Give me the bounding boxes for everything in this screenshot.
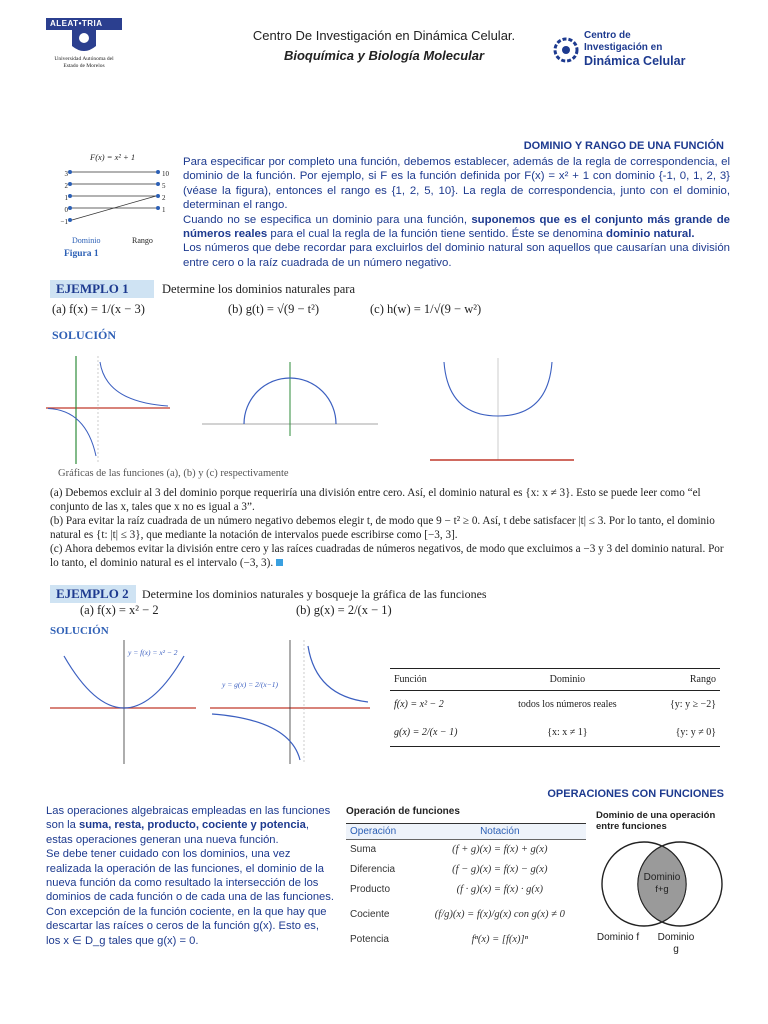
cidc-l1: Centro de: [584, 30, 631, 41]
para2-a: Cuando no se especifica un dominio para una función,: [183, 213, 472, 226]
graph-2a-label: y = f(x) = x² − 2: [128, 648, 178, 657]
fig1-domain-label: Dominio: [72, 236, 101, 245]
ops-row: [346, 860, 586, 880]
fig1-left-value: 2: [64, 182, 68, 190]
header: [0, 0, 768, 80]
ops-b: suma, resta, producto, cociente y potencia: [78, 819, 306, 832]
ops-cell: (f/g)(x) = f(x)/g(x) con g(x) ≠ 0: [434, 909, 565, 920]
header-center-line1: Centro De Investigación en Dinámica Celular.: [252, 28, 516, 43]
ops-row: [346, 900, 586, 930]
ops-header: Operación: [350, 826, 397, 837]
example2-prompt: Determine los dominios naturales y bosqueje la gráfica de las funciones: [142, 587, 487, 601]
solution-a: (a) Debemos excluir al 3 del dominio porque requeriría una división entre cero. Así, el dominio natural es {x: x ≠ 3}. Esto se puede leer como “el conjunto de las x, tales que x no es igual a 3”.: [50, 487, 701, 513]
ops-para2: Se debe tener cuidado con los dominios, una vez realizada la operación de las funciones, el dominio de la nueva función da como resultado la intersección de los dominios de cada función o de cada una de las funciones. Con excepción de la función cociente, en la que hay que descartar las raíces o ceros de la función g(x). Esto es, los x ∈ D_g tales que g(x) = 0.: [46, 848, 334, 947]
fig1-range-label: Rango: [132, 236, 153, 245]
fig1-mapping-diagram: [56, 164, 178, 232]
venn-right: Dominio g: [657, 932, 695, 955]
university-sub1: Universidad Autónoma del: [54, 56, 114, 62]
ops-row: [346, 880, 586, 900]
para2-c: para el cual la regla de la función tiene sentido. Éste se denomina: [267, 228, 606, 241]
fig1-left-value: 0: [64, 206, 68, 214]
section1-para3: Los números que debe recordar para excluirlos del dominio natural son aquellos que causarían una división entre cero o la raíz cuadrada de un número negativo.: [183, 242, 730, 269]
fig1-left-value: −1: [60, 218, 68, 226]
example1-solution: SOLUCIÓN: [52, 328, 117, 342]
graph-2b-label: y = g(x) = 2/(x−1): [222, 680, 278, 689]
graph-1b: [202, 362, 378, 436]
ops-cell: Diferencia: [350, 864, 396, 875]
table-cell: {y: y ≥ −2}: [669, 699, 716, 711]
operations-title: OPERACIONES CON FUNCIONES: [547, 788, 724, 800]
ops-cell: Potencia: [350, 934, 389, 945]
university-logo: [44, 16, 124, 72]
cidc-logo: [552, 30, 722, 74]
example2-table: [390, 668, 720, 747]
venn-left: Dominio f: [596, 932, 640, 943]
example2-b: (b) g(x) = 2/(x − 1): [296, 603, 392, 617]
table-row: [390, 691, 720, 719]
section1-para2: [183, 213, 730, 242]
fig1-right-value: 2: [162, 194, 166, 202]
ops-cell: (f · g)(x) = f(x) · g(x): [456, 884, 543, 895]
fig1-right-value: 1: [162, 206, 166, 214]
cidc-logo-icon: [552, 30, 580, 70]
example2-functions: [80, 603, 580, 623]
end-marker-icon: [276, 559, 283, 566]
example1-a: (a) f(x) = 1/(x − 3): [52, 302, 145, 316]
solution-b: (b) Para evitar la raíz cuadrada de un número negativo debemos elegir t, de modo que 9 − t² ≥ 0. Así, t debe satisfacer |t| ≤ 3. Por lo tanto, el dominio natural es {t: |t| ≤ 3}, que mediante la notación de intervalos puede escribirse como [−3, 3].: [50, 515, 715, 541]
operations-text: [46, 804, 334, 948]
example1-functions: [52, 302, 732, 322]
cidc-l3: Dinámica Celular: [584, 54, 686, 68]
section-title-dominio: DOMINIO Y RANGO DE UNA FUNCIÓN: [523, 140, 724, 152]
graph-2b-plot: [210, 640, 370, 764]
para2-b: suponemos que es el conjunto más grande de números reales: [183, 213, 730, 241]
operations-table: [346, 806, 586, 950]
figure-1: [56, 152, 178, 262]
example1-solution-text: [50, 486, 730, 570]
venn-center2: f+g: [655, 884, 669, 895]
header-center-line2: Bioquímica y Biología Molecular: [283, 48, 485, 63]
fig1-caption: Figura 1: [64, 249, 99, 259]
graph-1a: [46, 356, 170, 464]
ops-cell: Producto: [350, 884, 391, 895]
fig1-left-value: 1: [64, 194, 68, 202]
example1-prompt: Determine los dominios naturales para: [162, 282, 355, 296]
ops-cell: (f − g)(x) = f(x) − g(x): [452, 864, 548, 875]
example2-a: (a) f(x) = x² − 2: [80, 603, 159, 617]
ops-cell: (f + g)(x) = f(x) + g(x): [452, 844, 548, 856]
table-cell: {x: x ≠ 1}: [547, 726, 588, 738]
ops-para1: [46, 804, 334, 847]
section1-para1: Para especificar por completo una función, debemos establecer, además de la regla de correspondencia, el dominio de la función. Por ejemplo, si F es la función definida por F(x) = x² + 1 con dominio {-1, 0, 1, 2, 3} (véase la figura), entonces el rango es {1, 2, 5, 10}. La regla de correspondencia, junto con el dominio, determinan el rango.: [183, 156, 730, 212]
ops-row: [346, 930, 586, 950]
section1-text: [183, 155, 730, 270]
example1-label: EJEMPLO 1: [50, 280, 154, 298]
ops-cell: Cociente: [350, 909, 390, 920]
example1-b: (b) g(t) = √(9 − t²): [228, 302, 320, 316]
fig1-left-values: [58, 168, 68, 228]
para2-d: dominio natural.: [606, 228, 695, 241]
venn-title: Dominio de una operación entre funciones: [596, 810, 716, 832]
graph-2a-plot: [50, 640, 196, 764]
university-name: ALEAT•TRIA: [50, 19, 103, 28]
ops-row: [346, 840, 586, 860]
table-cell: g(x) = 2/(x − 1): [394, 726, 458, 738]
table-cell: f(x) = x² − 2: [394, 699, 444, 711]
fig1-right-value: 10: [162, 170, 169, 178]
table-header-row: [390, 669, 720, 691]
example2-header: [50, 585, 730, 605]
ops-table-title: Operación de funciones: [346, 806, 460, 817]
example1-c: (c) h(w) = 1/√(9 − w²): [370, 302, 482, 316]
table-header: Rango: [689, 674, 716, 685]
table-header: Dominio: [549, 674, 586, 685]
example1-header: [50, 280, 730, 300]
table-header: Función: [394, 674, 427, 685]
graph-2b: [210, 640, 370, 764]
example2-label: EJEMPLO 2: [50, 585, 136, 603]
example2-solution: SOLUCIÓN: [50, 625, 109, 637]
fig1-left-value: 3: [64, 170, 68, 178]
graph-1c: [424, 358, 584, 464]
venn-center: Dominio: [643, 872, 681, 883]
cidc-l2: Investigación en: [584, 42, 663, 53]
university-sub2: Estado de Morelos: [63, 63, 105, 69]
venn-diagram: [596, 810, 728, 960]
table-row: [390, 719, 720, 747]
ops-cell: Suma: [350, 844, 377, 856]
ops-header-row: [346, 824, 586, 840]
ops-c: , estas operaciones generan una nueva función.: [46, 819, 309, 846]
function-table: [390, 668, 720, 747]
ops-a: Las operaciones algebraicas empleadas en las funciones son la: [46, 805, 331, 832]
solution-c-text: (c) Ahora debemos evitar la división entre cero y las raíces cuadradas de números negativos, de modo que excluimos a −3 y 3 del dominio natural. Por lo tanto, el dominio natural es el intervalo (−3, 3).: [50, 543, 724, 569]
ops-table: [346, 823, 586, 950]
ops-cell: fⁿ(x) = [f(x)]ⁿ: [471, 934, 528, 945]
example1-graphs-caption: Gráficas de las funciones (a), (b) y (c) respectivamente: [58, 468, 289, 479]
ops-header: Notación: [480, 826, 520, 837]
table-cell: todos los números reales: [518, 699, 617, 711]
fig1-right-values: [162, 168, 176, 216]
fig1-equation: F(x) = x² + 1: [90, 152, 136, 162]
table-cell: {y: y ≠ 0}: [675, 726, 716, 738]
graph-2a: [50, 640, 196, 764]
solution-c: [50, 542, 730, 570]
fig1-right-value: 5: [162, 182, 166, 190]
